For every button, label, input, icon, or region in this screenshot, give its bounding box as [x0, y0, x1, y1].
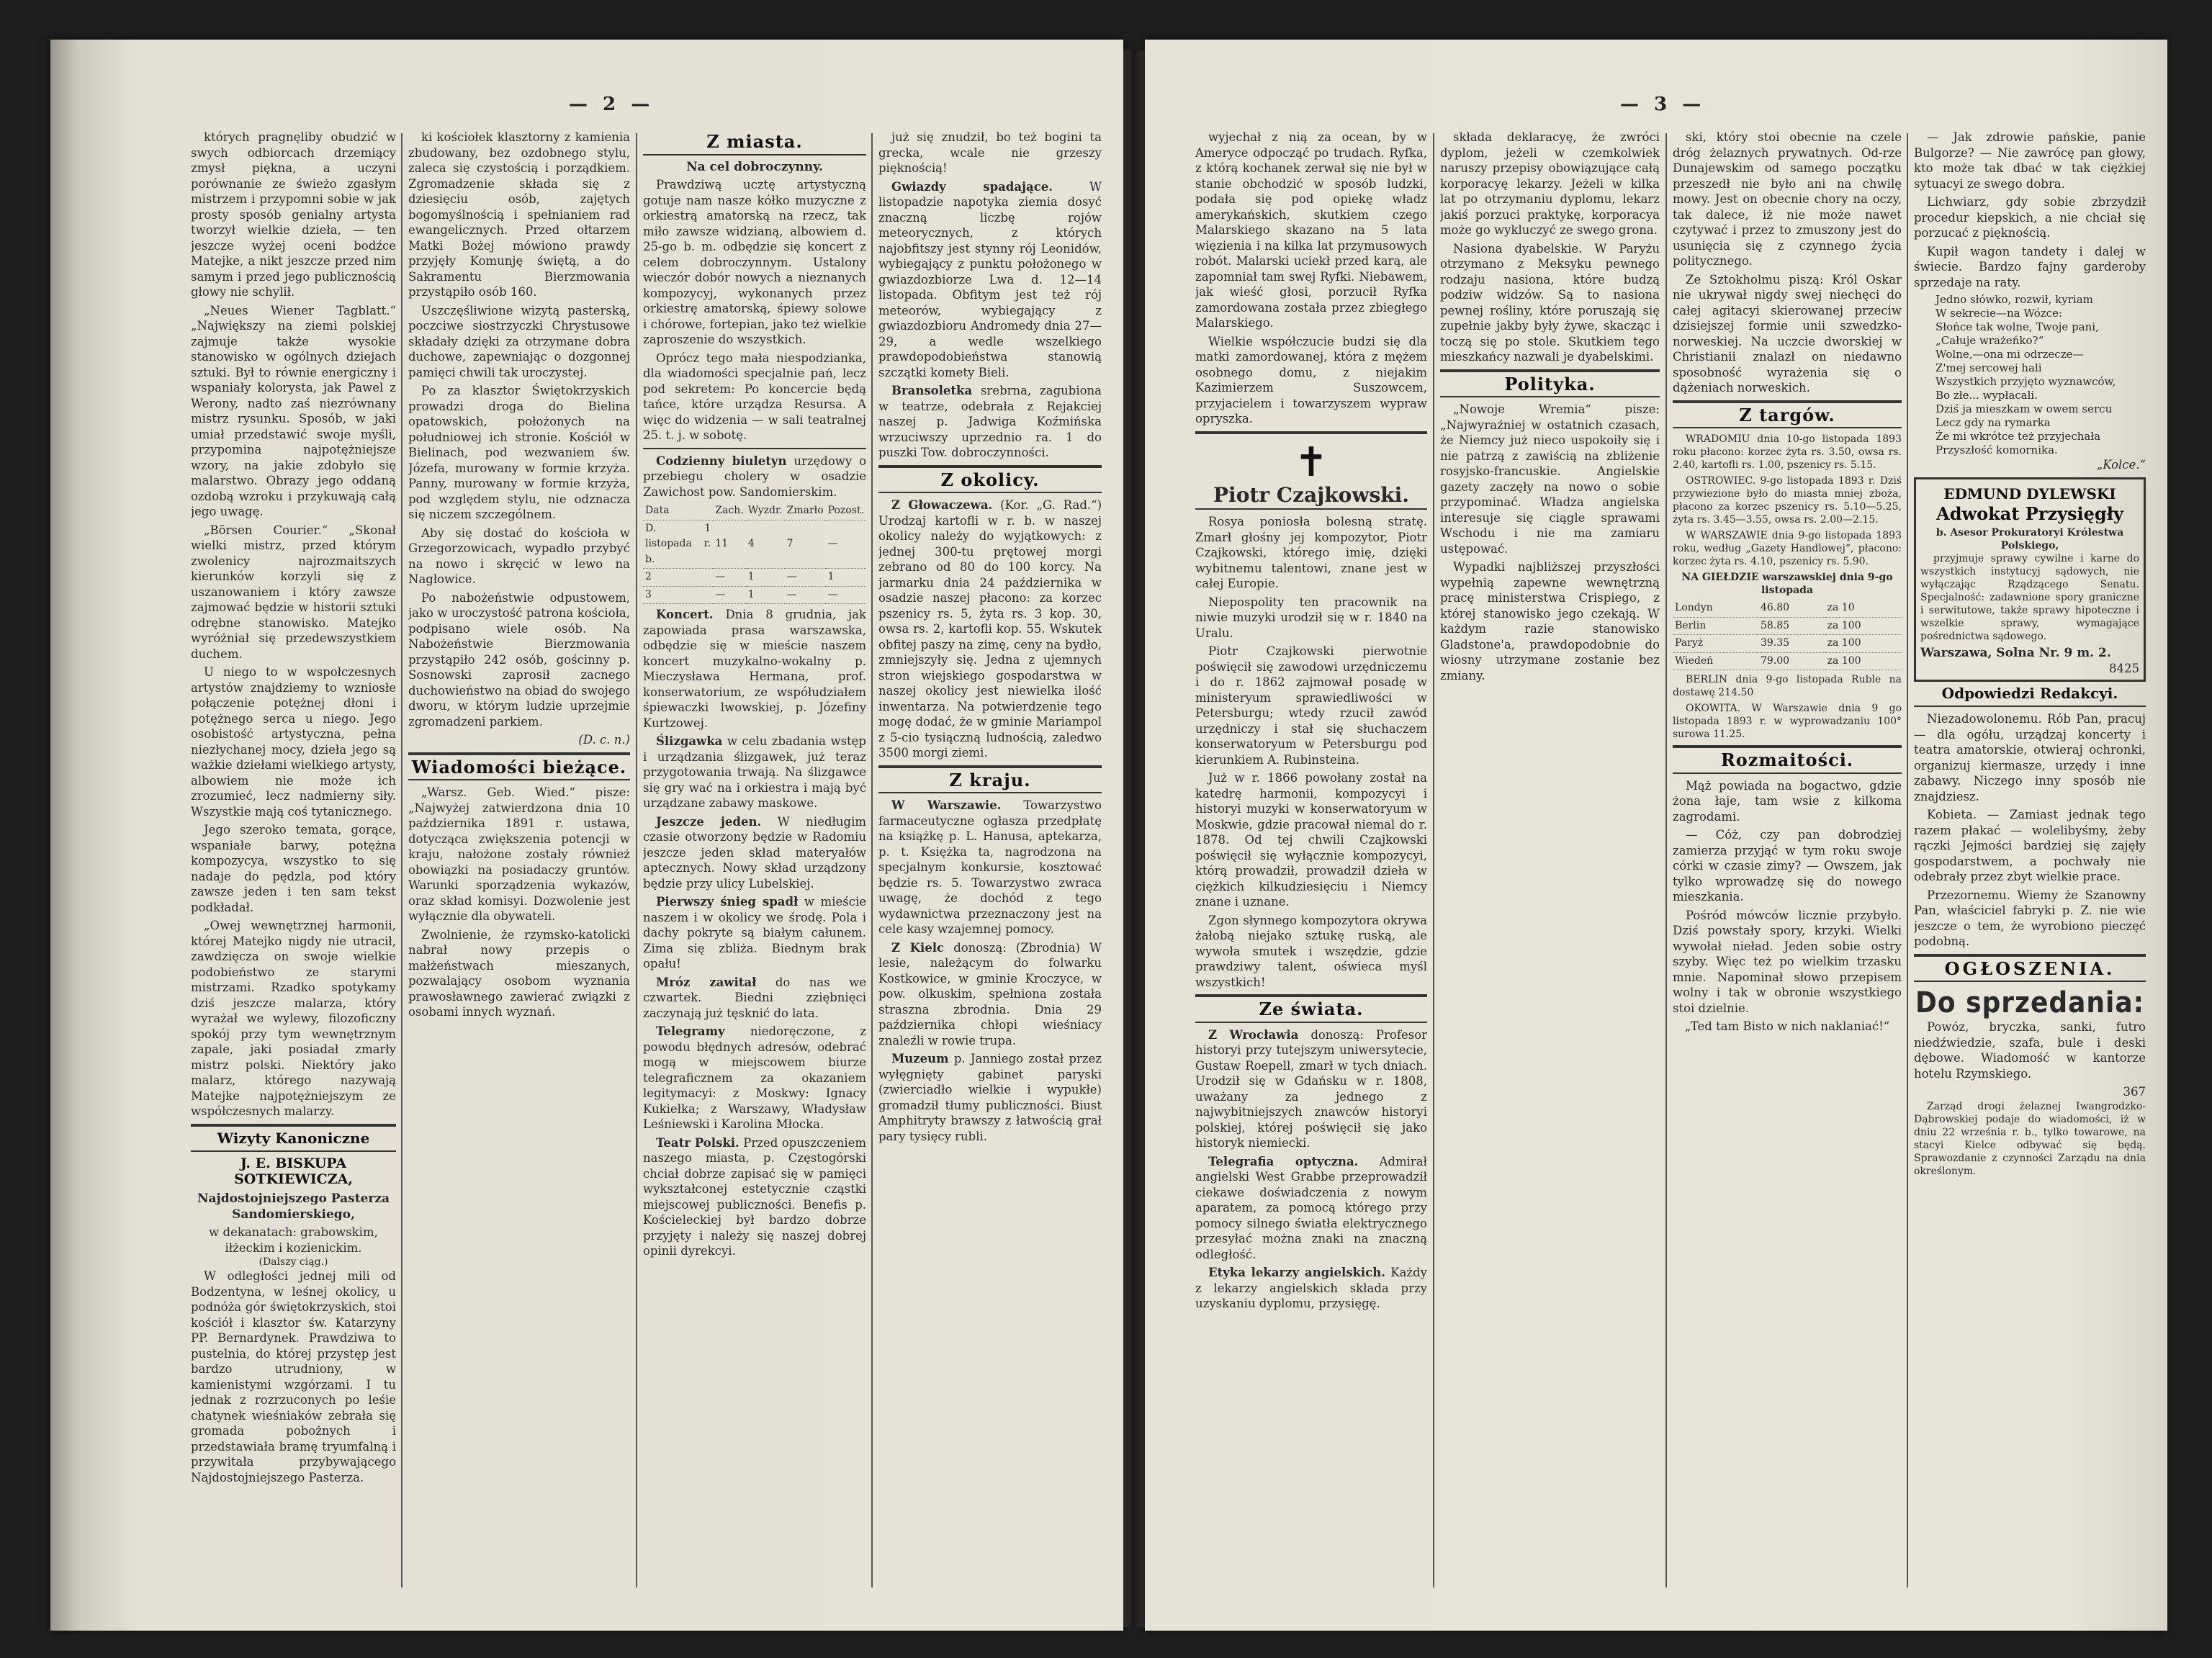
paragraph: Kobieta. — Zamiast jednak tego razem płakać — wolelibyśmy, żeby rączki Jejmości bardziej się zajęły gospodarstwem, a pochwały nie odebrały przez zbyt wielkie prace.: [1914, 808, 2146, 883]
market-report: WRADOMIU dnia 10-go listopada 1893 roku płacono: korzec żyta rs. 3.50, owsa rs. 2.40, kartofli rs. 1.00, pszenicy rs. 5.15.: [1673, 433, 1902, 471]
notice-subtitle: Najdostojniejszego Pasterza Sandomierskiego,: [197, 1191, 390, 1222]
table-row: [1673, 600, 1902, 617]
table-cell: 3: [643, 586, 713, 604]
text: donoszą: Profesor historyi przy tutejszym uniwersytecie, Gustaw Roepell, zmarł w tych dniach. Urodził się w Gdańsku w r. 1808, uważany za jednego z najwybitniejszych znawców historyi polskiej, której poświęcił się jako historyk niemiecki.: [1195, 1027, 1427, 1150]
notice-title: Wizyty Kanoniczne: [217, 1129, 370, 1147]
divider: [1195, 508, 1427, 510]
divider: [408, 779, 630, 780]
notice-line: w dekanatach: grabowskim, iłżeckim i kozienickim.: [209, 1225, 378, 1255]
poem-line: Bo złe... wypłacali.: [1936, 389, 2038, 402]
paragraph: Wielkie współczucie budzi się dla matki zamordowanej, która z mężem osobnego domu, z niejakim Kazimierzem Suszowcem, przyjacielem i towarzyszem wypraw opryszka.: [1195, 334, 1427, 425]
divider: [1673, 427, 1902, 428]
column-3: [1673, 130, 1902, 1602]
poem-line: Że mi wkrótce też przyjechała: [1936, 430, 2101, 443]
section-title: Polityka.: [1504, 373, 1596, 395]
left-page: [50, 40, 1123, 1631]
subhead: Mróz zawitał: [656, 975, 757, 989]
subhead: Z Kielc: [891, 940, 945, 955]
paragraph: Zgon słynnego kompozytora okrywa żałobą niejako sztukę ruską, ale wywoła smutek i wszędzie, gdzie prawdziwy talent, oświeca myśl wszystkich!: [1195, 913, 1427, 989]
cholera-table: [643, 503, 866, 604]
divider: [1195, 1022, 1427, 1023]
subhead: Telegrafia optyczna.: [1208, 1154, 1359, 1168]
subhead: Ślizgawka: [656, 734, 723, 748]
poem-line: Wolne,—ona mi odrzecze—: [1936, 348, 2084, 361]
paragraph: Wypadki najbliższej przyszłości wypełnią zapewne wewnętrzną pracę ministerstwa Crispiego, z której stanowisko jego czekają. W każdym razie stanowisko Gladstone'a, prawdopodobnie do wiosny utrzymane zostanie bez zmiany.: [1440, 560, 1660, 682]
column-2: [1440, 130, 1660, 1602]
paragraph: Uszczęśliwione wizytą pasterską, poczciwe siostrzyczki Chrystusowe składały dzięki za otrzymane dobra duchowe, zapewniając o dozgonnej pamięci chwili tak uroczystej.: [408, 303, 630, 379]
cross-icon: ✝: [1294, 438, 1328, 486]
paragraph: ski, który stoi obecnie na czele dróg żelaznych prywatnych. Od-rze Dunajewskim od samego początku przeszedł nie było ani na chwilę mowy. Jest on obecnie chory na oczy, tak dalece, iż nie może nawet czytywać i przez to zmuszony jest do usunięcia się z czynnego życia politycznego.: [1673, 130, 1902, 268]
column-rule: [1907, 133, 1908, 1587]
column-4: [1914, 130, 2146, 1602]
table-row: [643, 569, 866, 587]
section-title: Rozmaitości.: [1720, 749, 1854, 770]
sale-title: Do sprzedania:: [1915, 986, 2145, 1019]
subhead: Jeszcze jeden.: [656, 814, 762, 829]
poem-line: Przyszłość komornika.: [1936, 443, 2058, 456]
poem-line: Dziś ja mieszkam w owem sercu: [1936, 402, 2113, 415]
table-cell: —: [713, 586, 745, 604]
paragraph: Aby się dostać do kościoła w Grzegorzowicach, wypadło przybyć na nowo i skręcić w lewo na Nagłowice.: [408, 526, 630, 586]
paragraph: W odległości jednej mili od Bodzentyna, w leśnej okolicy, u podnóża gór świętokrzyskich, stoi kościół i klasztor św. Katarzyny PP. Bernardynek. Prawdziwa to pustelnia, do której przystęp jest bardzo utrudniony, w kamienistymi wzgórzami. I tu jednak z rozrzuconych po leśie chatynek wieśniaków zebrała się gromada pobożnych i przedstawiała bramę tryumfalną i przywitała przybywającego Najdostojniejszego Pasterza.: [191, 1269, 396, 1484]
table-cell: D. 1 listopada r. b.: [643, 520, 713, 569]
table-cell: Wiedeń: [1673, 652, 1758, 670]
subhead: Telegramy: [656, 1024, 725, 1038]
paragraph: Niepospolity ten pracownik na niwie muzyki urodził się w r. 1840 na Uralu.: [1195, 595, 1427, 640]
section-title: Z miasta.: [706, 131, 803, 152]
announcements-title: OGŁOSZENIA.: [1944, 958, 2116, 979]
table-cell: —: [713, 569, 745, 587]
divider: [1914, 981, 2146, 982]
divider: [1195, 431, 1427, 434]
text: w celu zbadania wstęp i urządzania ślizgawek, już teraz przygotowania trwają. Na ślizgawce się gry wać na i orkiestra i mają być urządzane zabawy maskowe.: [643, 734, 866, 810]
text: donoszą: (Zbrodnia) W lesie, należącym do folwarku Kostkowice, w gminie Kroczyce, w pow. olkuskim, spełniona została straszna zbrodnia. Dnia 29 października chłopi wieśniacy znaleźli w rowie trupa.: [878, 940, 1102, 1047]
paragraph: Jego szeroko temata, gorące, wspaniałe barwy, potężna kompozycya, wszystko to się nadaje do pędzla, pod który zawsze jeden i ten sam tekst podkładał.: [191, 823, 396, 914]
subhead: Pierwszy śnieg spadł: [656, 895, 799, 909]
paragraph: których pragnęliby obudzić w swych odbiorcach drzemiący zmysł piękna, a uczyni porównanie ze świeżo zgasłym mistrzem i przypomni sobie w jak prosty sposób genialny artysta tworzył wielkie dzieła, — ten jeszcze wyżej oceni bodźce Matejke, a nikt jeszcze przed nim samym i przed jego publicznością głowy nie schylił.: [191, 130, 396, 299]
table-header: Zmarło: [785, 503, 826, 520]
text: W niedługim czasie otworzony będzie w Radomiu jeszcze jeden skład materyałów aptecznych. Nowy skład urządzony będzie przy ulicy Lubelskiej.: [643, 814, 866, 891]
poem-line: Z'mej sercowej hali: [1936, 361, 2042, 374]
poem: [1914, 293, 2146, 457]
divider: [643, 448, 866, 449]
text: Każdy z lekarzy angielskich składa przy uzyskaniu dyplomu, przysięgę.: [1195, 1266, 1427, 1310]
column-2: [408, 130, 630, 1602]
subhead: Z Wrocławia: [1208, 1027, 1299, 1042]
subhead: Codzienny biuletyn: [656, 454, 787, 468]
table-cell: 11: [713, 520, 745, 569]
column-rule: [871, 133, 873, 1587]
paragraph: Oprócz tego mała niespodzianka, dla wiadomości specjalnie pań, lecz pod sekretem: Po koncercie będą tańce, które urządza Resursa. A więc do widzenia — w sali teatralnej 25. t. j. w sobotę.: [643, 351, 866, 442]
text: Towarzystwo farmaceutyczne ogłasza przedpłatę na książkę p. L. Hanusa, aptekarza, p. t. Księżka ta, nagrodzona na specjalnym konkursie, kosztować będzie rs. 5. Towarzystwo zwraca uwagę, że dochód z tego wydawnictwa przeznaczony jest na cele kasy wzajemnej pomocy.: [878, 798, 1102, 936]
poem-line: Słońce tak wolne, Twoje pani,: [1936, 320, 2099, 333]
paragraph: już się znudził, bo też bogini ta grecka, wcale nie grzeszy pięknością!: [878, 130, 1102, 175]
text: p. Janniego został przez wyłęgnięty gabinet paryski (zwierciadło wielkie i wypukłe) gromadził tłumy publiczności. Biust Amphitryty brawszy z łatwością grał pary tysięcy rubli.: [878, 1052, 1102, 1143]
divider: [878, 792, 1102, 793]
market-report: OSTROWIEC. 9-go listopada 1893 r. Dziś przywiezione było do miasta mniej zboża, płacono za korzec pszenicy rs. 5.10—5.25, żyta rs. 3.45—3.55, owsa rs. 2.00—2.15.: [1673, 475, 1902, 526]
section-title: Ze świata.: [1259, 999, 1364, 1019]
table-cell: 58.85: [1758, 617, 1825, 635]
text: Urodzaj kartofli w r. b. w naszej okolicy należy do wyjątkowych: z jednej 300-tu prętowej morgi zebrano od 80 do 100 korcy. Na jarmarku dnia 24 października w osadzie naszej płacono: za korzec pszenicy rs. 5, żyta rs. 3 kop. 30, owsa rs. 2, kartofli kop. 55. Wskutek obfitej paszy na zimę, ceny na bydło, zmniejszyły się. Jedna z ujemnych stron wiejskiego gospodarstwa w naszej okolicy jest niewielka ilość inwentarza. Na potwierdzenie tego mogę dodać, że w gminie Mariampol z 5-cio tysiączną ludnością, zaledwo 3500 morgi ziemi.: [878, 513, 1102, 760]
paragraph: Ze Sztokholmu piszą: Król Oskar nie ukrywał nigdy swej niechęci do całej agitacyi skierowanej przeciw dzisiejszej formie unii szwedzko-norweskiej. Na uczcie dworskiej w Christianii znalazł on niedawno sposobność wyrażenia się o dążeniach norweskich.: [1673, 272, 1902, 395]
source: (Kor. „G. Rad.“): [1000, 498, 1102, 512]
paragraph: wyjechał z nią za ocean, by w Ameryce odpocząć po trudach. Ryfka, z którą kochanek zerwał się nie był w stanie obchodzić w sposób ludzki, podała się pod opiekę władz amerykańskich, skutkiem czego Malarskiego skazano na 5 lata więzienia i na kilka lat przymusowych robót. Malarski uciekł przed karą, ale zapomniał tam swej Ryfki. Niebawem, jak wieść głosi, porzucił Ryfka zamordowana została przez zbiegłego Malarskiego.: [1195, 130, 1427, 330]
table-cell: Berlin: [1673, 617, 1758, 635]
divider: [408, 752, 630, 755]
table-row: [1673, 652, 1902, 670]
table-cell: Londyn: [1673, 600, 1758, 617]
signature: (D. c. n.): [578, 733, 630, 747]
table-cell: —: [785, 586, 826, 604]
poem-line: Wszystkich przyjęto wyznawców,: [1936, 375, 2116, 388]
column-rule: [636, 133, 637, 1587]
paragraph: Zwolnienie, że rzymsko-katolicki nabrał nowy przepis o małżeństwach mieszanych, pozwalający osobom wyznania prawosławnego zawierać związki z osobami innych wyznań.: [408, 927, 630, 1019]
subhead: Muzeum: [891, 1052, 949, 1065]
column-4: [878, 130, 1102, 1602]
table-cell: za 10: [1825, 600, 1902, 617]
column-rule: [1433, 133, 1434, 1587]
table-cell: 7: [785, 520, 826, 569]
divider: [191, 1150, 396, 1152]
ad-subtitle: b. Asesor Prokuratoryi Królestwa Polskiego,: [1936, 526, 2124, 551]
column-1: [1195, 130, 1427, 1602]
right-page: [1145, 40, 2167, 1631]
page-number: — 3 —: [1620, 94, 1706, 115]
notice-name: J. E. BISKUPA SOTKIEWICZA,: [234, 1155, 353, 1187]
obituary-name: Piotr Czajkowski.: [1213, 482, 1409, 507]
poem-line: Lecz gdy na rymarka: [1936, 416, 2051, 429]
paragraph: — Jak zdrowie pańskie, panie Bulgorze? — Nie zawrócę pan głowy, kto może tak dbać w tak ciężkiej sytuacyi ze swego dobra.: [1914, 130, 2146, 191]
text: Admirał angielski West Grabbe przeprowadził ciekawe doświadczenia z nowym aparatem, za pomocą którego przy pomocy silnego światła elektrycznego przesyłać można znaki na znaczną odległość.: [1195, 1154, 1427, 1261]
divider: [1914, 954, 2146, 957]
notice-cont: (Dalszy ciąg.): [258, 1256, 328, 1268]
paragraph: „Owej wewnętrznej harmonii, której Matejko nigdy nie utracił, zawdzięcza on swoje wielkie podobieństwo ze starymi mistrzami. Rzadko spotykamy dziś jeszcze malarza, który wyrażał we wylewy, filozoficzny spokój przy tym wewnętrznym zapale, jaki posiadał zmarły mistrz polski. Niektóry jako malarz, którego nazywają Matejke najpotężniejszym ze współczesnych malarzy.: [191, 919, 396, 1118]
subhead: Gwiazdy spadające.: [891, 179, 1053, 194]
table-cell: 1: [826, 569, 866, 587]
divider: [1914, 706, 2146, 707]
exchange-caption: NA GIEŁDZIE warszawskiej dnia 9-go listopada: [1681, 572, 1893, 596]
table-header: Pozost.: [826, 503, 866, 520]
subhead: Etyka lekarzy angielskich.: [1208, 1266, 1385, 1279]
subhead: Koncert.: [656, 608, 714, 621]
paragraph: składa deklaracyę, że zwróci dyplom, jeżeli w czemkolwiek naruszy przepisy obowiązujące całą korporacyę lekarzy. Jeżeli w kilka lat po otrzymaniu dyplomu, lekarz jakiś porzuci praktykę, korporacya może go wykluczyć ze swego grona.: [1440, 130, 1660, 237]
paragraph: „Neues Wiener Tagblatt.“ „Największy na ziemi polskiej zajmuje także wysokie stanowisko w ogólnych dziejach sztuki. Był to równie energiczny i wspaniały kolorysta, jak Pawel z Werony, nadto zaś niezrównany mistrz rysunku. Sposób, w jaki umiał przedstawić swoje myśli, przypomina najpotężniejsze wzory, na jakie zdobyło się malarstwo. Obrazy jego oddaną ozdobą wzroku i przykuwają całą jego uwagę.: [191, 303, 396, 518]
column-rule: [401, 133, 403, 1587]
subhead: W Warszawie.: [891, 798, 1002, 812]
subhead: Z Głowaczewa.: [891, 498, 993, 512]
table-cell: —: [826, 586, 866, 604]
paragraph: Lichwiarz, gdy sobie zbrzydził procedur kiepskich, a nie chciał się porzucać z pięknością.: [1914, 195, 2146, 240]
table-cell: 39.35: [1758, 635, 1825, 653]
paragraph: Przezornemu. Wiemy że Szanowny Pan, właściciel fabryki p. Z. nie wie jeszcze o tem, że wyrobiono pieczęć podobną.: [1914, 888, 2146, 948]
table-cell: 1: [746, 569, 785, 587]
table-header: Wyzdr.: [746, 503, 785, 520]
table-header: Data: [643, 503, 713, 520]
column-3: [643, 130, 866, 1602]
divider: [878, 465, 1102, 468]
table-header-row: [643, 503, 866, 520]
table-cell: Paryż: [1673, 635, 1758, 653]
table-row: [643, 520, 866, 569]
ad-number: 367: [2123, 1085, 2146, 1099]
paragraph: Niezadowolonemu. Rób Pan, pracuj— dla ogółu, urządzaj koncerty i teatra amatorskie, otwieraj ochronki, organizuj kiermasze, urzędy i inne zabawy. Niczego inny sposób nie znajdziesz.: [1914, 712, 2146, 803]
divider: [1195, 994, 1427, 997]
ad-text: przyjmuje sprawy cywilne i karne do wszystkich instytucyj sądowych, nie wyłączając Rządzącego Senatu. Specjalność: zadawnione spory graniczne i serwitutowe, także sprawy hipoteczne i wszelkie sprawy, wymagające pośrednictwa sądowego.: [1920, 552, 2139, 642]
poem-line: W sekrecie—na Wózce:: [1936, 307, 2063, 320]
text: Dnia 8 grudnia, jak zapowiada prasa warszawska, odbędzie się w mieście naszem koncert muzykalno-wokalny p. Mieczysława Hermana, prof. konserwatorium, ze współudziałem śpiewaczki lwowskiej, p. Józefiny Kurtzowej.: [643, 608, 866, 730]
divider: [1440, 369, 1660, 372]
subhead: Na cel dobroczynny.: [686, 159, 823, 174]
table-cell: 2: [643, 569, 713, 587]
paragraph: — Cóż, czy pan dobrodziej zamierza przyjąć w tym roku swoje córki w czasie zimy? — Owszem, jak tylko wprowadzę się do nowego mieszkania.: [1673, 828, 1902, 904]
table-cell: za 100: [1825, 635, 1902, 653]
poem-line: Jedno słówko, rozwił, kyriam: [1936, 293, 2093, 306]
bulletin-text: urzędowy o przebiegu cholery w osadzie Zawichost pow. Sandomierskim.: [643, 454, 866, 499]
lawyer-advertisement: [1914, 477, 2146, 682]
ad-name: EDMUND DYLEWSKI: [1943, 485, 2116, 503]
table-cell: 4: [746, 520, 785, 569]
divider: [191, 1124, 396, 1127]
signature: „Kolce.“: [2096, 458, 2146, 472]
divider: [1673, 745, 1902, 748]
paragraph: U niego to w wspołczesnych artystów znajdziemy to wzniosłe połączenie potężnej dłoni i potężnego serca u niego. Jego osobistość artystyczna, pełna niezłychanej mocy, dzieła jego są ważkie dziełami wielkiego artysty, albowiem nie może ich zrozumieć, lecz nadmierny siły. Wszystkie mają coś tytanicznego.: [191, 665, 396, 819]
subhead: Teatr Polski.: [656, 1135, 739, 1150]
ad-number: 8425: [2109, 662, 2139, 675]
table-row: [1673, 617, 1902, 635]
table-cell: 46.80: [1758, 600, 1825, 617]
table-cell: za 100: [1825, 617, 1902, 635]
paragraph: „Warsz. Geb. Wied.“ pisze: „Najwyżej zatwierdzona dnia 10 października 1891 r. ustawa, dotycząca zwiększenia potencji w kraju, nałożone zostały również obowiązki na posiadaczy gruntów. Warunki sporządzenia wykazów, oraz skład komisyi. Dozwolenie jest wyłącznie dla obywateli.: [408, 785, 630, 923]
table-cell: —: [826, 520, 866, 569]
divider: [643, 154, 866, 156]
column-rule: [1665, 133, 1667, 1587]
paragraph: „Börsen Courier.“ „Skonał wielki mistrz, przed którym zwolenicy najrozmaitszych kierunków korzyli się z uszanowaniem i który zawsze zajmować będzie w historii sztuki odrębne stanowisko. Matejko wyróżniał się przedewszystkiem duchem.: [191, 523, 396, 661]
poem-line: „Całuje wrażeńko?“: [1936, 334, 2044, 347]
paragraph: Pośród mówców licznie przybyło. Dziś powstały spory, krzyki. Wielki wywołał nieład. Jeden sobie ostry szyby. Więc też po wielkim trzasku mnie. Napominał słowo przepisem wolny i tak w obronie wszystkiego stoi dzielnie.: [1673, 908, 1902, 1015]
market-report: W WARSZAWIE dnia 9-go listopada 1893 roku, według „Gazety Handlowej“, płacono: korzec żyta rs. 4.10, pszenicy rs. 5.90.: [1673, 530, 1902, 567]
divider: [1673, 400, 1902, 403]
paragraph: Zarząd drogi żelaznej Iwangrodzko-Dąbrowskiej podaje do wiadomości, iż w dniu 22 września r. b., tylko towarowe, na stacyi Kielce odbywać się będą. Sprawozdanie z czynności Zarządu na dnia określonym.: [1914, 1100, 2146, 1177]
paragraph: Prawdziwą ucztę artystyczną gotuje nam nasze kółko muzyczne z orkiestrą amatorską na rzecz, tak miło zawsze widzianą, albowiem d. 25-go b. m. odbędzie się koncert z celem dobroczynnym. Ustalony wieczór dobór nowych a nieznanych kompozycyj, wykonanych przez orkiestrę amatorską, śpiewy solowe i chórowe, fortepian, jako też wielkie zaproszenie do wszystkich.: [643, 178, 866, 346]
section-title: Z targów.: [1739, 404, 1835, 425]
paragraph: Mąż powiada na bogactwo, gdzie żona łaje, tam wsie z kilkoma zagrodami.: [1673, 778, 1902, 824]
section-title: Z okolicy.: [940, 469, 1040, 490]
section-title: Odpowiedzi Redakcyi.: [1941, 684, 2118, 702]
paragraph: Nasiona dyabelskie. W Paryżu otrzymano z Meksyku pewnego rodzaju nasiona, które budzą podziw widzów. Są to nasiona pewnej rośliny, które poruszają się zupełnie jakby były żywe, skacząc i toczą się po stole. Skutkiem tego mieszkańcy nazwali je dyabelskimi.: [1440, 241, 1660, 364]
table-cell: 79.00: [1758, 652, 1825, 670]
paragraph: Kupił wagon tandety i dalej w świecie. Bardzo fajny garderoby sprzedaje na raty.: [1914, 244, 2146, 289]
table-header: Zach.: [713, 503, 745, 520]
text: w mieście naszem i w okolicy we środę. Pola i dachy pokryte są białym całunem. Zima się zbliża. Biednym brak opału!: [643, 895, 866, 970]
paragraph: Już w r. 1866 powołany został na katedrę harmonii, kompozycyi i historyi muzyki w konserwatoryum w Moskwie, gdzie pracował niemal do r. 1878. Od tej chwili Czajkowski poświęcił się wyłącznie kompozycyi, którą prowadził, prowadził dzieła w ciężkich kilkudziesięciu i Niemcy znane i uznane.: [1195, 771, 1427, 909]
paragraph: Piotr Czajkowski pierwotnie poświęcił się zawodowi urzędniczemu i do r. 1862 zajmował posadę w ministeryum sprawiedliwości w Petersburgu; wtedy rzucił zawód urzędniczy i stał się słuchaczem konserwatoryum w Petersburgu pod kierunkiem A. Rubinsteina.: [1195, 644, 1427, 767]
ad-title: Adwokat Przysięgły: [1936, 503, 2123, 524]
paragraph: Po nabożeństwie odpustowem, jako w uroczystość patrona kościoła, podpisano wiele osób. Na Nabożeństwie Bierzmowania przystąpiło 242 osób, gościnny p. Sosnowski zaprosił zacnego duchowieństwo na obiad do swojego dworu, w którym ludzie uprzejmie zgromadzeni parkiem.: [408, 590, 630, 729]
market-report: OKOWITA. W Warszawie dnia 9 go listopada 1893 r. w wyprowadzaniu 100° surowa 11.25.: [1673, 703, 1902, 740]
paragraph: ki kościołek klasztorny z kamienia zbudowany, bez ozdobnego stylu, zaleca się czystością i porządkiem. Zgromadzenie składa się z dziesięciu osób, zajętych bogomyślnością i spełnianiem rad ewangelicznych. Przed ołtarzem Matki Bożej mówiono prawdy przyjęły Komunję świętą, a do Sakramentu Bierzmowania przystąpiło osób 160.: [408, 130, 630, 299]
divider: [878, 765, 1102, 768]
text: Przed opuszczeniem naszego miasta, p. Częstogórski chciał dobrze zapisać się w pamięci wykształconej estetycznie cząstki miejscowej publiczności. Benefis p. Kościeleckiej był bardzo dobrze przyjęty i należy się naszej dobrej opinii dyrekcyi.: [643, 1135, 866, 1258]
paragraph: Powóz, bryczka, sanki, futro niedźwiedzie, szafa, bule i deski dębowe. Wiadomość w kantorze hotelu Rzymskiego.: [1914, 1020, 2146, 1081]
divider: [1673, 772, 1902, 774]
section-title: Wiadomości bieżące.: [411, 756, 627, 778]
table-cell: za 100: [1825, 652, 1902, 670]
signature: „Ted tam Bisto w nich naklaniać!“: [1684, 1019, 1890, 1033]
subhead: Bransoletka: [891, 384, 973, 397]
divider: [1440, 396, 1660, 397]
exchange-table: [1673, 600, 1902, 670]
divider: [878, 492, 1102, 493]
table-cell: 1: [746, 586, 785, 604]
text: do nas we czwartek. Biedni zziębnięci zaczynają już tęsknić do lata.: [643, 975, 866, 1020]
paragraph: Po za klasztor Świętokrzyskich prowadzi droga do Bielina opatowskich, położonych na południowej ich stronie. Kościół w Bielinach, pod wezwaniem św. Józefa, murowany w formie krzyża. Panny, murowany w formie krzyża, pod względem stylu, nie odznacza się niczem szczególnem.: [408, 384, 630, 521]
page-number: — 2 —: [569, 94, 655, 115]
table-row: [643, 586, 866, 604]
text: W listopadzie napotyka ziemia dosyć znaczną liczbę rojów meteorycznych, z których najobfitszy jest stynny rój Leonidów, wybiegający z punktu położonego w gwiazdozbiorze Lwa d. 12—14 listopada. Obfitym jest też rój meteorów, wybiegający z gwiazdozbioru Andromedy dnia 27—29, a wedle wszelkiego prawdopodobieństwa stanowią szczątki komety Bieli.: [878, 179, 1102, 379]
table-cell: —: [785, 569, 826, 587]
section-title: Z kraju.: [949, 769, 1031, 790]
market-report: BERLIN dnia 9-go listopada Ruble na dostawę 214.50: [1673, 674, 1902, 698]
text: niedoręczone, z powodu błędnych adresów, odebrać mogą w miejscowem biurze telegraficznem za okazaniem legitymacyi: z Moskwy: Ignacy Kukiełka; z Warszawy, Władysław Leśniewski i Karolina Młocka.: [643, 1024, 866, 1131]
column-1: [191, 130, 396, 1602]
ad-address: Warszawa, Solna Nr. 9 m. 2.: [1920, 645, 2111, 660]
paragraph: „Nowoje Wremia“ pisze: „Najwyraźniej w ostatnich czasach, że Niemcy już nieco uspokoiły się i nie patrzą z zawiścią na zbliżenie rosyjsko-francuskie. Angielskie gazety zaczęły na nowo o sobie przypominać. Władza angielska interesuje się ciągle sprawami Wschodu i nie ma zamiaru ustępować.: [1440, 402, 1660, 556]
text: srebrna, zagubiona w teatrze, odebrała z Rejakciej naszej p. Jadwiga Koźmińska wrzuciwszy uprzednio ra. 1 do puszki Tow. dobroczynności.: [878, 384, 1102, 459]
paragraph: Rosya poniosła bolesną stratę. Zmarł głośny jej kompozytor, Piotr Czajkowski, którego imię, dzięki wybitnemu talentowi, znane jest w całej Europie.: [1195, 515, 1427, 590]
table-row: [1673, 635, 1902, 653]
